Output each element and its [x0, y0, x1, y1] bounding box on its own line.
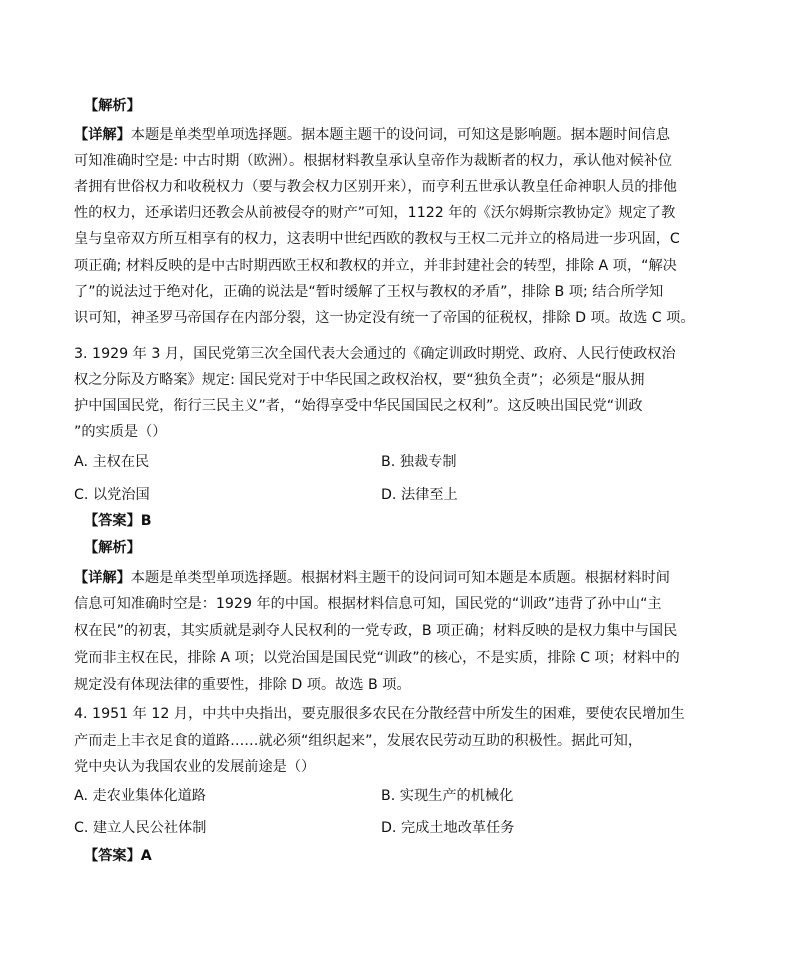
answer-value: B — [140, 513, 152, 529]
question-3-line: 3. 1929 年 3 月，国民党第三次全国代表大会通过的《确定训政时期党、政府、人民行使政权治 — [74, 346, 676, 362]
question-3-line: ”的实质是（） — [74, 424, 167, 440]
question-3-line: 权之分际及方略案》规定: 国民党对于中华民国之政权治权，要“独负全责”；必须是“服从拥 — [74, 372, 645, 388]
q3-explain-line — [74, 568, 734, 588]
q3-answer — [84, 511, 744, 531]
q3-explain-line: 规定没有体现法律的重要性，排除 D 项。故选 B 项。 — [74, 677, 411, 693]
text: 本题是单类型单项选择题。根据材料主题干的设问词可知本题是本质题。根据材料时间 — [130, 570, 670, 586]
q4-option-c: C. 建立人民公社体制 — [74, 820, 207, 836]
q3-option-a: A. 主权在民 — [74, 454, 150, 470]
answer-label: 【答案】 — [84, 513, 141, 529]
answer-label: 【答案】 — [84, 848, 141, 864]
paragraph-line: 皇与皇帝双方所互相享有的权力，这表明中世纪西欧的教权与王权二元并立的格局进一步巩固，C — [74, 231, 680, 247]
q3-explain-line: 信息可知准确时空是：1929 年的中国。根据材料信息可知，国民党的“训政”违背了孙中山“主 — [74, 596, 662, 612]
q3-explain-line: 党而非主权在民，排除 A 项；以党治国是国民党“训政”的核心，不是实质，排除 C 项；材料中的 — [74, 650, 680, 666]
xiangjie-label: 【详解】 — [74, 570, 131, 586]
jiexi-heading-1: 【解析】 — [84, 98, 141, 114]
paragraph-line: 识可知，神圣罗马帝国存在内部分裂，这一协定没有统一了帝国的征税权，排除 D 项。故选 C 项。 — [74, 310, 695, 326]
paragraph-line — [74, 125, 734, 145]
paragraph-line: 可知准确时空是: 中古时期（欧洲）。根据材料教皇承认皇帝作为裁断者的权力，承认他对候补位 — [74, 153, 673, 169]
paragraph-line: 项正确; 材料反映的是中古时期西欧王权和教权的并立，并非封建社会的转型，排除 A 项，“解决 — [74, 258, 677, 274]
paragraph-line: 者拥有世俗权力和收税权力（要与教会权力区别开来），而亨利五世承认教皇任命神职人员的排他 — [74, 179, 677, 195]
q3-option-c: C. 以党治国 — [74, 487, 150, 503]
xiangjie-label: 【详解】 — [74, 127, 131, 143]
q4-option-b: B. 实现生产的机械化 — [381, 788, 514, 804]
answer-value: A — [140, 848, 152, 864]
q3-explain-line: 权在民”的初衷，其实质就是剥夺人民权利的一党专政，B 项正确；材料反映的是权力集中与国民 — [74, 623, 678, 639]
text: 本题是单类型单项选择题。据本题主题干的设问词，可知这是影响题。据本题时间信息 — [130, 127, 670, 143]
question-4-line: 党中央认为我国农业的发展前途是（） — [74, 759, 316, 775]
paragraph-line: 性的权力，还承诺归还教会从前被侵夺的财产”可知，1122 年的《沃尔姆斯宗教协定》规定了教 — [74, 205, 676, 221]
q3-option-b: B. 独裁专制 — [381, 454, 457, 470]
q3-option-d: D. 法律至上 — [381, 487, 458, 503]
question-3-line: 护中国国民党，衔行三民主义”者，“始得享受中华民国国民之权利”。这反映出国民党“训政 — [74, 398, 643, 414]
jiexi-heading-3: 【解析】 — [84, 540, 141, 556]
question-4-line: 4. 1951 年 12 月，中共中央指出，要克服很多农民在分散经营中所发生的困难，要使农民增加生 — [74, 706, 685, 722]
q4-option-d: D. 完成土地改革任务 — [381, 820, 515, 836]
paragraph-line: 了”的说法过于绝对化，正确的说法是“暂时缓解了王权与教权的矛盾”，排除 B 项; 结合所学知 — [74, 284, 664, 300]
q4-option-a: A. 走农业集体化道路 — [74, 788, 206, 804]
question-4-line: 产而走上丰衣足食的道路……就必须“组织起来”，发展农民劳动互助的积极性。据此可知， — [74, 733, 643, 749]
q4-answer — [84, 846, 744, 866]
